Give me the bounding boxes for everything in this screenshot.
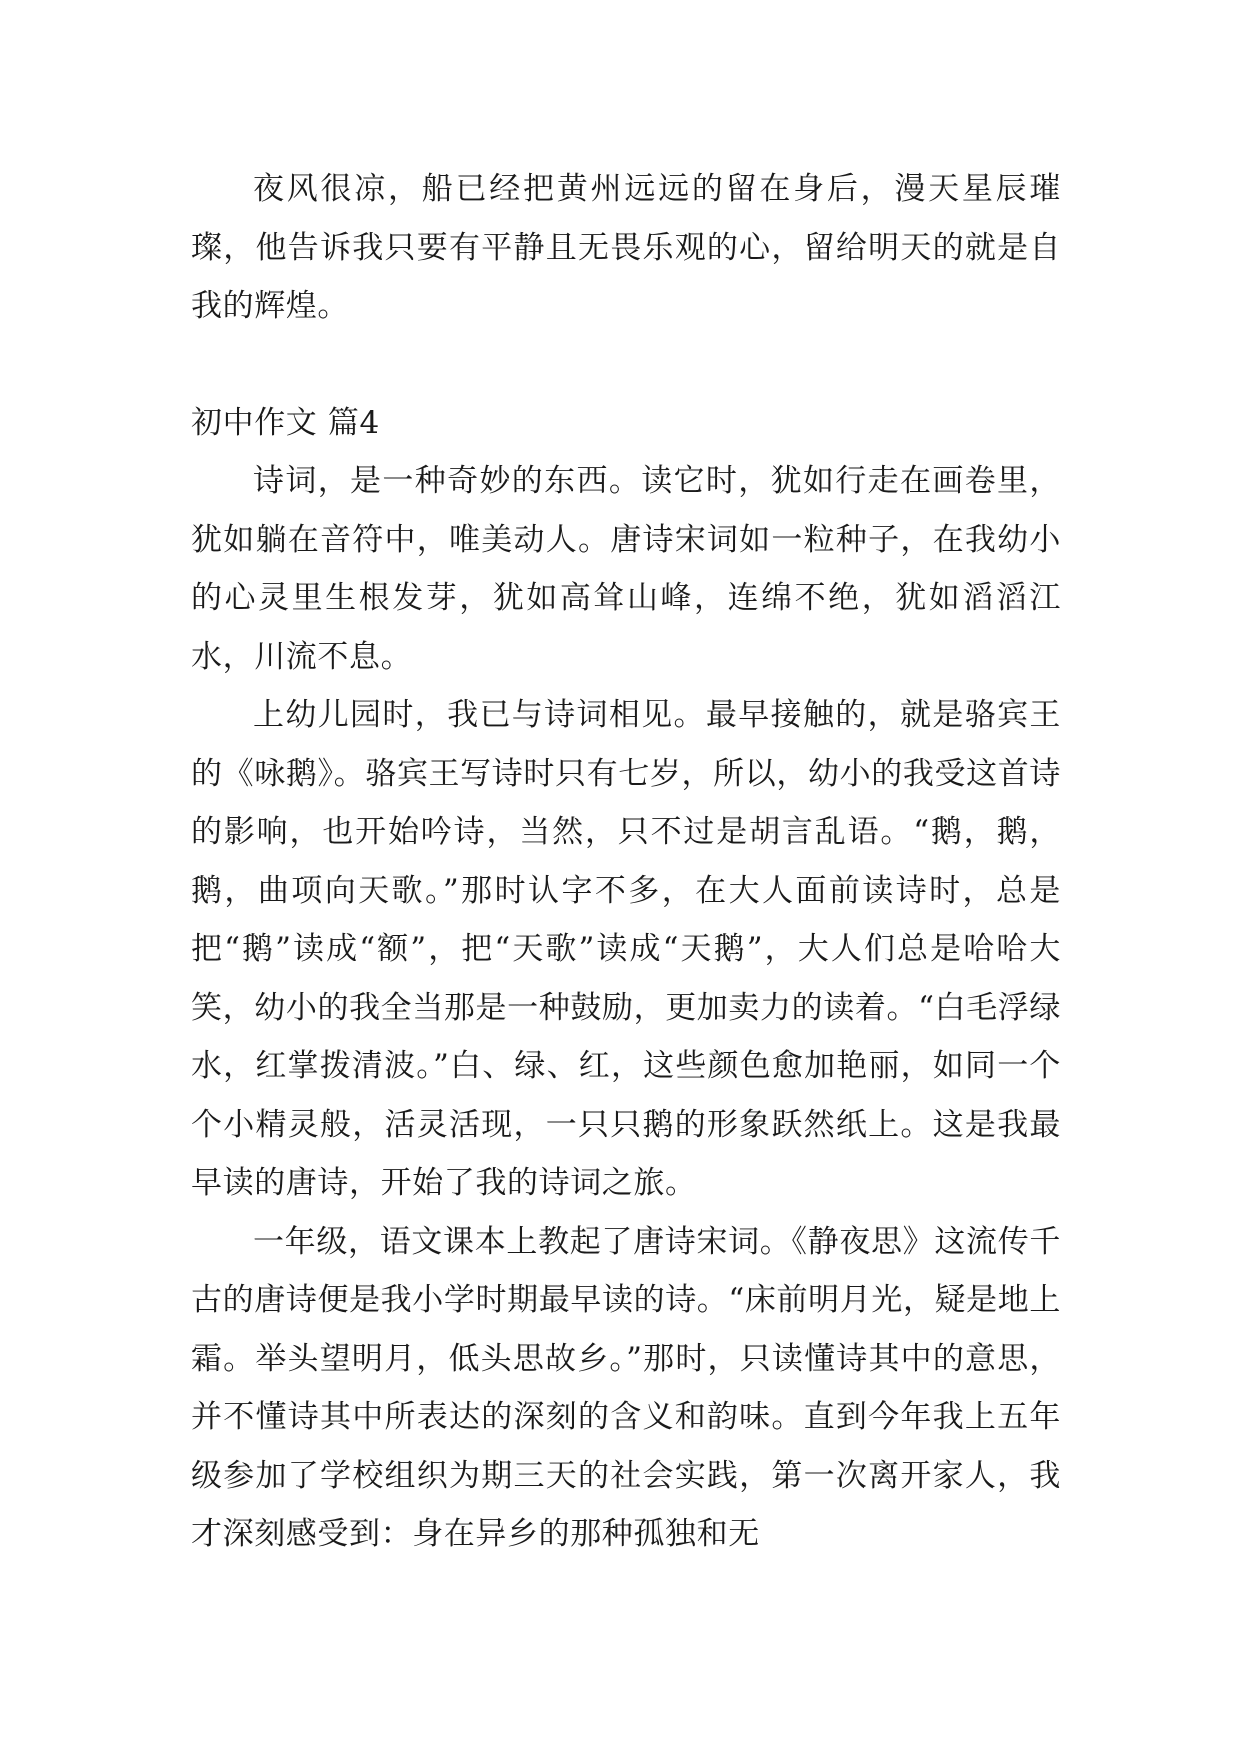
paragraph-poetry-intro: 诗词，是一种奇妙的东西。读它时，犹如行走在画卷里，犹如躺在音符中，唯美动人。唐诗宋词如一粒种子，在我幼小的心灵里生根发芽，犹如高耸山峰，连绵不绝，犹如滔滔江水，川流不息。 [191, 463, 1061, 675]
paragraph-first-grade: 一年级，语文课本上教起了唐诗宋词。《静夜思》这流传千古的唐诗便是我小学时期最早读的诗。“床前明月光，疑是地上霜。举头望明月，低头思故乡。”那时，只读懂诗其中的意思，并不懂诗其中所表达的深刻的含义和韵味。直到今年我上五年级参加了学校组织为期三天的社会实践，第一次离开家人，我才深刻感受到：身在异乡的那种孤独和无 [191, 1223, 1061, 1552]
paragraph-kindergarten: 上幼儿园时，我已与诗词相见。最早接触的，就是骆宾王的《咏鹅》。骆宾王写诗时只有七岁，所以，幼小的我受这首诗的影响，也开始吟诗，当然，只不过是胡言乱语。“鹅，鹅，鹅，曲项向天歌。”那时认字不多，在大人面前读诗时，总是把“鹅”读成“额”，把“天歌”读成“天鹅”，大人们总是哈哈大笑，幼小的我全当那是一种鼓励，更加卖力的读着。“白毛浮绿水，红掌拨清波。”白、绿、红，这些颜色愈加艳丽，如同一个个小精灵般，活灵活现，一只只鹅的形象跃然纸上。这是我最早读的唐诗，开始了我的诗词之旅。 [191, 697, 1061, 1201]
paragraph-night-wind: 夜风很凉，船已经把黄州远远的留在身后，漫天星辰璀璨，他告诉我只要有平静且无畏乐观的心，留给明天的就是自我的辉煌。 [191, 171, 1061, 324]
paragraph-gap [191, 336, 1061, 394]
section-title: 初中作文 篇4 [191, 404, 380, 441]
document-body [191, 160, 1061, 1564]
